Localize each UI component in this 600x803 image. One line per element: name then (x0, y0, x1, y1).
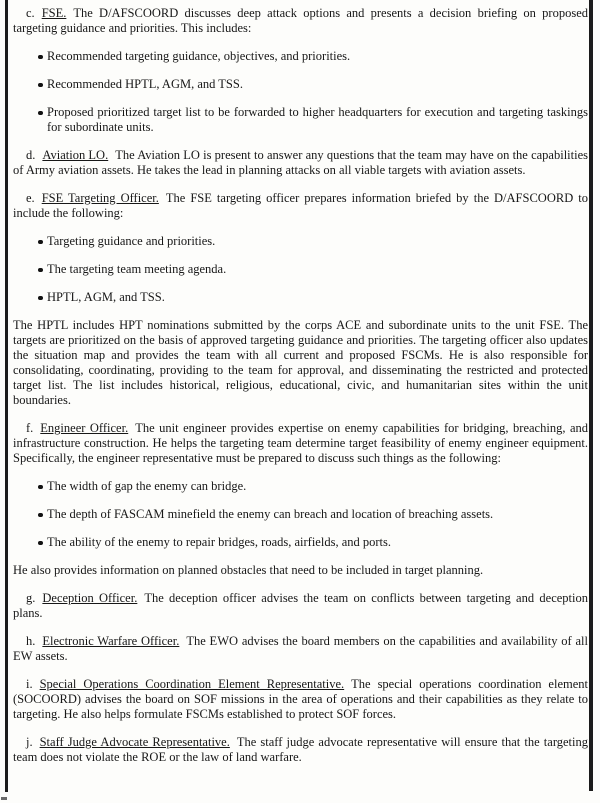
section-h-electronic-warfare-officer (13, 634, 588, 664)
bullet-list-fse (13, 49, 588, 135)
bullet-item: HPTL, AGM, and TSS. (13, 290, 588, 305)
paragraph-hptl-nominations: The HPTL includes HPT nominations submitted by the corps ACE and subordinate units to the unit FSE. The targets are prioritized on the basis of approved targeting guidance and priorities. The targeting officer also updates the situation map and provides the team with all current and proposed FSCMs. He is also responsible for consolidating, coordinating, providing to the team for approval, and disseminating the restricted and protected target list. The list includes historical, religious, educational, civic, and humanitarian sites within the unit boundaries. (13, 318, 588, 407)
left-scan-border (5, 0, 8, 792)
page-content (13, 6, 588, 778)
section-letter: c. (26, 6, 35, 20)
section-i-socoord-representative (13, 677, 588, 722)
section-body-text: The EWO advises the board members on the capabilities and availability of all EW assets. (13, 634, 588, 663)
section-j-staff-judge-advocate (13, 735, 588, 765)
scan-artifact-speck (1, 797, 7, 800)
section-heading: FSE Targeting Officer. (41, 191, 159, 205)
section-letter: d. (26, 148, 36, 162)
bullet-item: The width of gap the enemy can bridge. (13, 479, 588, 494)
section-letter: j. (26, 735, 33, 749)
section-letter: i. (26, 677, 33, 691)
section-heading: Staff Judge Advocate Representative. (39, 735, 230, 749)
bullet-item: Proposed prioritized target list to be forwarded to higher headquarters for execution and targeting taskings for subordinate units. (13, 105, 588, 135)
section-body-text: The D/AFSCOORD discusses deep attack options and presents a decision briefing on proposed targeting guidance and priorities. This includes: (13, 6, 588, 35)
section-heading: FSE. (41, 6, 67, 20)
bullet-item: The ability of the enemy to repair bridges, roads, airfields, and ports. (13, 535, 588, 550)
bullet-item: The depth of FASCAM minefield the enemy can breach and location of breaching assets. (13, 507, 588, 522)
section-heading: Special Operations Coordination Element Representative. (39, 677, 345, 691)
section-e-fse-targeting-officer (13, 191, 588, 221)
bullet-list-targeting-officer (13, 234, 588, 305)
section-heading: Electronic Warfare Officer. (42, 634, 180, 648)
section-letter: e. (26, 191, 35, 205)
bullet-list-engineer (13, 479, 588, 550)
bullet-item: Targeting guidance and priorities. (13, 234, 588, 249)
section-body-text: The deception officer advises the team on conflicts between targeting and deception plans. (13, 591, 588, 620)
section-body-text: The unit engineer provides expertise on enemy capabilities for bridging, breaching, and infrastructure construction. He helps the targeting team determine target feasibility of enemy engineer equipment. Specifically, the engineer representative must be prepared to discuss such things as the following: (13, 421, 589, 465)
right-scan-border (589, 0, 593, 791)
bullet-item: The targeting team meeting agenda. (13, 262, 588, 277)
section-g-deception-officer (13, 591, 588, 621)
section-d-aviation-lo (13, 148, 588, 178)
section-f-engineer-officer (13, 421, 588, 466)
paragraph-planned-obstacles: He also provides information on planned obstacles that need to be included in target planning. (13, 563, 484, 577)
section-heading: Deception Officer. (42, 591, 138, 605)
section-body-text: The special operations coordination element (SOCOORD) advises the board on SOF missions in the area of operations and their capabilities as they relate to targeting. He also helps formulate FSCMs established to protect SOF forces. (13, 677, 588, 721)
bullet-item: Recommended targeting guidance, objectives, and priorities. (13, 49, 588, 64)
section-body-text: The staff judge advocate representative will ensure that the targeting team does not violate the ROE or the law of land warfare. (13, 735, 588, 764)
section-c-fse (13, 6, 588, 36)
section-body-text: The Aviation LO is present to answer any questions that the team may have on the capabilities of Army aviation assets. He takes the lead in planning attacks on all viable targets with aviation assets. (13, 148, 589, 177)
section-body-text: The FSE targeting officer prepares information briefed by the D/AFSCOORD to include the following: (13, 191, 588, 220)
bullet-item: Recommended HPTL, AGM, and TSS. (13, 77, 588, 92)
section-heading: Engineer Officer. (40, 421, 129, 435)
section-letter: h. (26, 634, 36, 648)
section-heading: Aviation LO. (42, 148, 109, 162)
section-letter: f. (26, 421, 34, 435)
section-letter: g. (26, 591, 36, 605)
